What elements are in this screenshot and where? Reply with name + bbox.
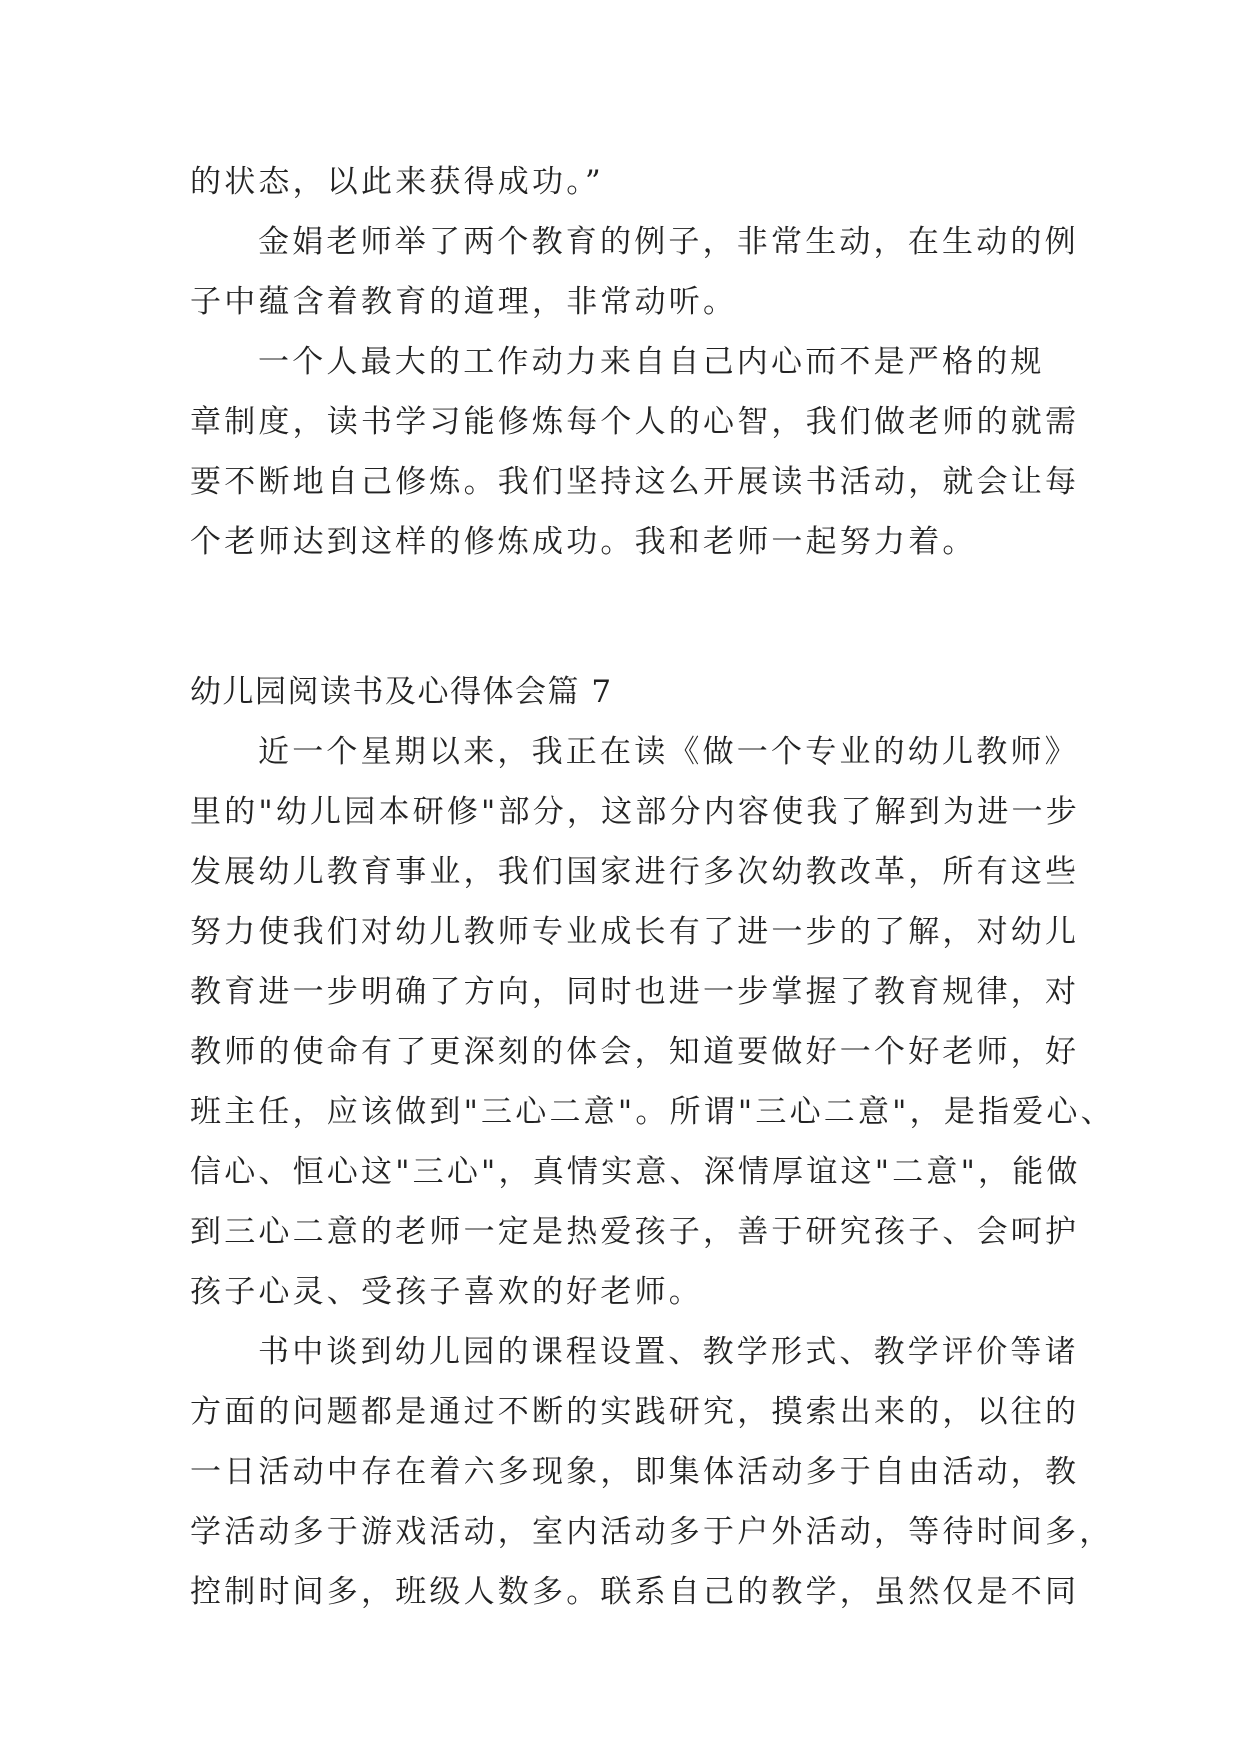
text-line: 的状态，以此来获得成功。” — [190, 164, 604, 200]
text-line: 个老师达到这样的修炼成功。我和老师一起努力着。 — [190, 524, 977, 560]
text-line: 教师的使命有了更深刻的体会，知道要做好一个好老师，好 — [190, 1034, 1080, 1070]
section-spacer — [190, 572, 1050, 662]
text-line: 信心、恒心这"三心"，真情实意、深情厚谊这"二意"，能做 — [190, 1154, 1081, 1190]
text-line: 章制度，读书学习能修炼每个人的心智，我们做老师的就需 — [190, 404, 1080, 440]
text-line: 班主任，应该做到"三心二意"。所谓"三心二意"，是指爱心、 — [190, 1094, 1115, 1130]
section-heading: 幼儿园阅读书及心得体会篇 7 — [190, 674, 613, 710]
text-line: 方面的问题都是通过不断的实践研究，摸索出来的，以往的 — [190, 1394, 1080, 1430]
text-line: 近一个星期以来，我正在读《做一个专业的幼儿教师》 — [258, 734, 1079, 770]
document-page — [190, 152, 1115, 1622]
paragraph-curriculum — [190, 1322, 1114, 1622]
text-line: 发展幼儿教育事业，我们国家进行多次幼教改革，所有这些 — [190, 854, 1080, 890]
paragraph-quote-end — [190, 152, 1050, 212]
text-line: 学活动多于游戏活动，室内活动多于户外活动，等待时间多， — [190, 1514, 1114, 1550]
text-line: 子中蕴含着教育的道理，非常动听。 — [190, 284, 738, 320]
text-line: 到三心二意的老师一定是热爱孩子，善于研究孩子、会呵护 — [190, 1214, 1080, 1250]
text-line: 一个人最大的工作动力来自自己内心而不是严格的规 — [258, 344, 1045, 380]
paragraph-reading-book — [190, 722, 1115, 1322]
text-line: 孩子心灵、受孩子喜欢的好老师。 — [190, 1274, 703, 1310]
text-line: 金娟老师举了两个教育的例子，非常生动，在生动的例 — [258, 224, 1079, 260]
text-line: 一日活动中存在着六多现象，即集体活动多于自由活动，教 — [190, 1454, 1080, 1490]
text-line: 要不断地自己修炼。我们坚持这么开展读书活动，就会让每 — [190, 464, 1080, 500]
paragraph-work-motivation — [190, 332, 1080, 572]
text-line: 努力使我们对幼儿教师专业成长有了进一步的了解，对幼儿 — [190, 914, 1080, 950]
text-line: 教育进一步明确了方向，同时也进一步掌握了教育规律，对 — [190, 974, 1080, 1010]
paragraph-jin-juan-examples — [190, 212, 1079, 332]
text-line: 里的"幼儿园本研修"部分，这部分内容使我了解到为进一步 — [190, 794, 1080, 830]
text-line: 书中谈到幼儿园的课程设置、教学形式、教学评价等诸 — [258, 1334, 1079, 1370]
text-line: 控制时间多，班级人数多。联系自己的教学，虽然仅是不同 — [190, 1574, 1080, 1610]
